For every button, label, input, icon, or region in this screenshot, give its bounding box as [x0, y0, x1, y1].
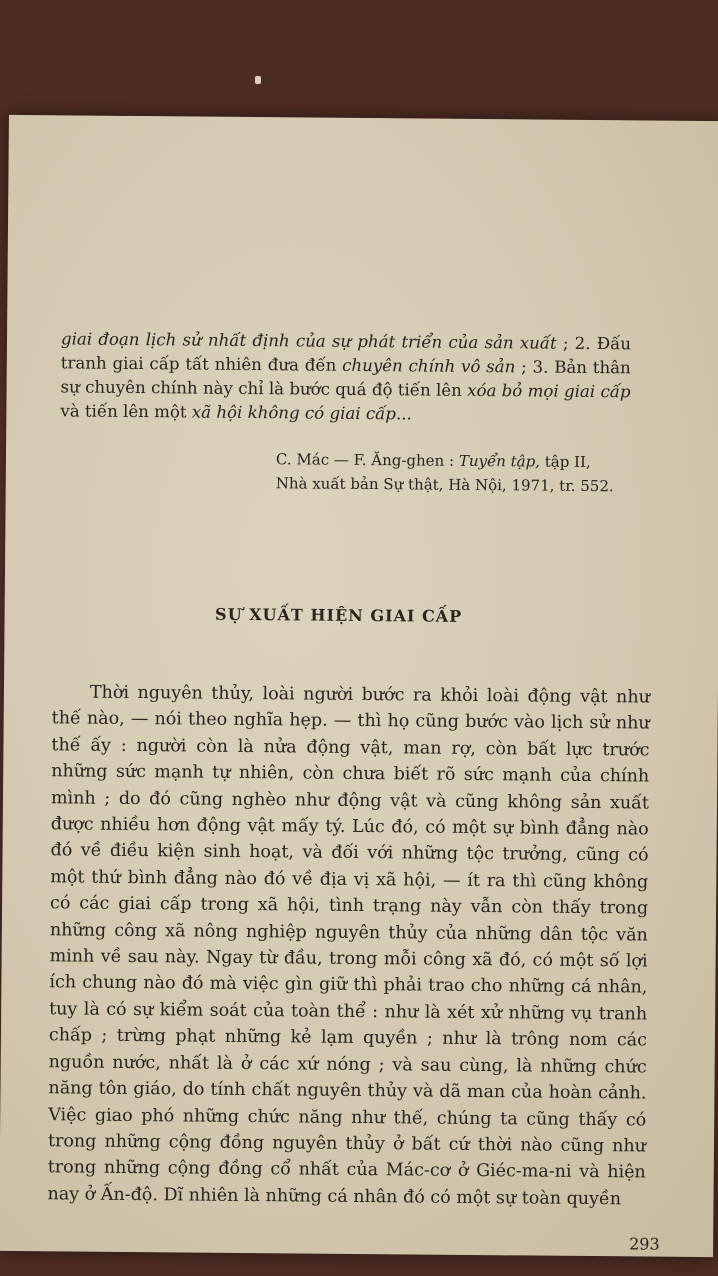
citation-line-2: Nhà xuất bản Sự thật, Hà Nội, 1971, tr. 552. [275, 474, 614, 496]
citation-volume: tập II, [539, 452, 591, 471]
quote-text-2: ; 3. Bản thân sự chuyên chính này chỉ là bước quá độ tiến lên [60, 357, 631, 400]
quote-text-end: ... [395, 404, 412, 424]
citation-line-1 [276, 447, 656, 474]
quote-text-3: và tiến lên một [60, 401, 192, 422]
quote-italic-2: chuyên chính vô sản [342, 355, 516, 377]
body-paragraph: Thời nguyên thủy, loài người bước ra khỏi loài động vật như thế nào, — nói theo nghĩa hẹp. — thì họ cũng bước vào lịch sử như thế ấy : người còn là nửa động vật, man rợ, còn bất lực trước những sức mạnh tự nhiên, còn chưa biết rõ sức mạnh của chính mình ; do đó cũng nghèo như động vật và cũng không sản xuất được nhiều hơn động vật mấy tý. Lúc đó, có một sự bình đẳng nào đó về điều kiện sinh hoạt, và đối với những tộc trưởng, cũng có một thứ bình đẳng nào đó về địa vị xã hội, — ít ra thì cũng không có các giai cấp trong xã hội, tình trạng này vẫn còn thấy trong những công xã nông nghiệp nguyên thủy của những dân tộc văn minh về sau này. Ngay từ đầu, trong mỗi công xã đó, có một số lợi ích chung nào đó mà việc gìn giữ thì phải trao cho những cá nhân, tuy là có sự kiểm soát của toàn thể : như là xét xử những vụ tranh chấp ; trừng phạt những kẻ lạm quyền ; như là trông nom các nguồn nước, nhất là ở các xứ nóng ; và sau cùng, là những chức năng tôn giáo, do tính chất nguyên thủy và dã man của hoàn cảnh. Việc giao phó những chức năng như thế, chúng ta cũng thấy có trong những cộng đồng nguyên thủy ở bất cứ thời nào cũng như trong những cộng đồng cổ nhất của Mác-cơ ở Giéc-ma-ni và hiện nay ở Ấn-độ. Dĩ nhiên là những cá nhân đó có một sự toàn quyền [47, 682, 650, 1210]
quote-italic-3: xóa bỏ mọi giai cấp [467, 380, 631, 402]
thumbtack [255, 76, 261, 84]
quote-italic-1: giai đoạn lịch sử nhất định của sự phát triển của sản xuất [60, 329, 557, 353]
book-page [0, 115, 718, 1257]
body-text [47, 679, 650, 1212]
citation [276, 447, 656, 498]
quote-block [60, 327, 631, 428]
quote-italic-4: xã hội không có giai cấp [191, 402, 397, 424]
page-number: 293 [629, 1234, 660, 1254]
citation-title: Tuyển tập, [458, 451, 541, 471]
quote-text-1: ; 2. Đấu tranh giai cấp tất nhiên đưa đến [60, 333, 632, 375]
section-heading: SỰ XUẤT HIỆN GIAI CẤP [214, 604, 463, 626]
citation-authors: C. Mác — F. Ăng-ghen : [275, 450, 459, 470]
